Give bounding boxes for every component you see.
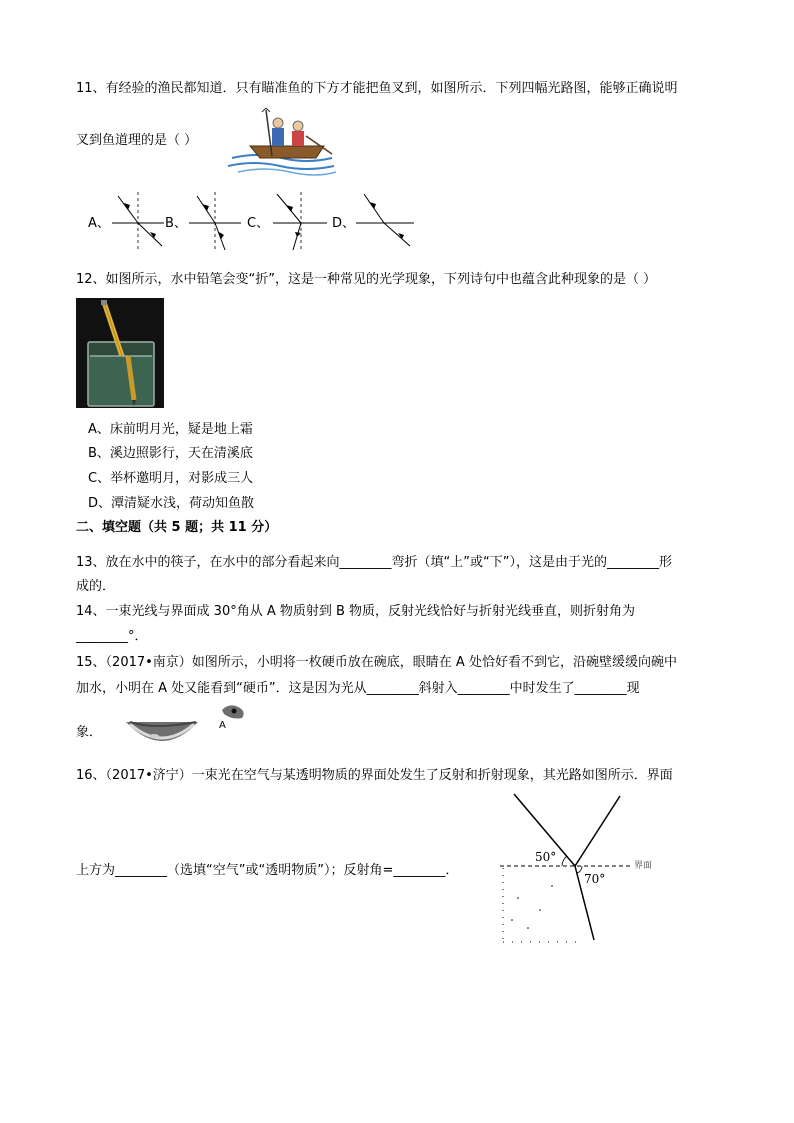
pencil-in-water-image [76,298,164,408]
q16-stem-line2: 上方为________（选填“空气”或“透明物质”）；反射角=________． [76,863,459,878]
bowl-coin-image [124,700,200,752]
q16-angle-70: 70° [584,872,606,886]
q13-stem-line2: 成的． [76,579,116,594]
fisherman-boat-image [228,106,336,178]
q12-option-d: D、潭清疑水浅，荷动知鱼散 [88,496,255,511]
q11-diagram-d [352,190,418,252]
q11-diagram-c [267,190,331,252]
q15-label-a: A [219,720,226,731]
q12-option-c: C、举杯邀明月，对影成三人 [88,471,254,486]
q11-diagram-b [185,190,245,252]
q12-option-a: A、床前明月光，疑是地上霜 [88,422,253,437]
q14-stem-line2: ________°． [76,629,148,644]
q15-stem-line2: 加水，小明在 A 处又能看到“硬币”．这是因为光从________斜射入________中时发生了________现 [76,681,640,696]
q12-option-b: B、溪边照影行，天在清溪底 [88,446,253,461]
q16-stem-line1: 16、（2017•济宁）一束光在空气与某透明物质的界面处发生了反射和折射现象，其光路如图所示．界面 [76,768,673,783]
q11-diagram-a [108,190,168,252]
q11-stem-line1: 11、有经验的渔民都知道．只有瞄准鱼的下方才能把鱼叉到，如图所示．下列四幅光路图，能够正确说明 [76,81,678,96]
q13-stem-line1: 13、放在水中的筷子，在水中的部分看起来向________弯折（填“上”或“下”），这是由于光的________形 [76,555,672,570]
q15-stem-line1: 15、（2017•南京）如图所示，小明将一枚硬币放在碗底，眼睛在 A 处恰好看不到它，沿碗壁缓缓向碗中 [76,655,677,670]
q11-option-d-label: D、 [332,216,356,231]
q11-stem-line2: 叉到鱼道理的是（ ） [76,133,198,148]
q16-interface-label: 界面 [634,861,653,871]
q12-stem: 12、如图所示，水中铅笔会变“折”，这是一种常见的光学现象，下列诗句中也蕴含此种现象的是（ ） [76,272,657,287]
q11-option-c-label: C、 [247,216,270,231]
q16-angle-50: 50° [535,850,557,864]
q14-stem-line1: 14、一束光线与界面成 30°角从 A 物质射到 B 物质，反射光线恰好与折射光线垂直，则折射角为 [76,604,636,619]
q15-stem-line3: 象． [76,725,103,740]
q11-option-b-label: B、 [165,216,187,231]
section-2-title: 二、填空题（共 5 题；共 11 分） [76,520,278,535]
q11-option-a-label: A、 [88,216,110,231]
